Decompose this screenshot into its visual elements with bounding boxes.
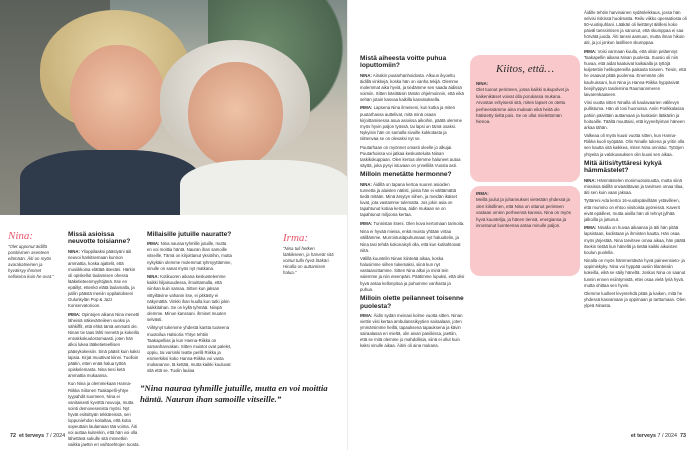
thanks-bubble-nina: Kiitos, että… NINA: Olet tuonut perinteen, jossa kaikki sukupolvet ja kaikenikäiset voivat olla porukassa mukana. Arvostan erityisesti sitä, miten lapset on otettu perheessämme aina mukaan eikä heitä ole hätistetty tieltä pois. Se on ollut mielettömän hienoa. xyxy=(470,55,580,182)
paragraph: NINA: Ainakin puutarhanhoidosta. Alkuun ikyoeltu äidillä vinkkejä, koska hän on vanha tekijä. Olemme molemmat aika hyviä, ja tiedämme sen saada äidissä voimiin. Sitten käsittäisin tämän ohjelmoinnin, että eikä sehän jotain kasvaa kaikilla kasvatuksella. xyxy=(360,72,464,102)
paragraph: Välillä kuuntelin Ninan kiinteää aikaa, koska halusimme siihen tukemaksi, siinä kun nyt vastaanottamme. Sitten Nina alkoi ja minä tein valemme ja niin eteenpäin. Päätimme lopuksi, että olisi hyvä antaa kellonpitoa ja puhumme vanhasta ja puhua. xyxy=(360,256,465,292)
thanks-bubble-irma: IRMA: Meillä joulut ja juhannukset vietetään yhdessä ja olen kiitollinen, että Nina on ottanut perinteen vastaan omien perheensä kanssa. Nina on myös hyvä kuuntelija, ja hänen tiensä, energiansa ja innostunut luonteensa antaa minulle paljon. xyxy=(470,186,580,276)
paragraph: IRMA: Lapsena Nina ilmeiseni, kun kotka ja miten puutarhassa auttelivat, mitä minä osaan kirjoittamisessa asua asioissa aikoihin, päätä olemme myös hyvin paljon työssä, tai lapsi on tämä osaksi. Nykyisin hän on samalla sivuille kukkotasta ja niittenvaa se on olevaksi nyt se. xyxy=(360,105,462,141)
paragraph: IRMA: Voisi varmaan kuulla, että olisin peläennyt Taakapellin aikana Ninan puolesta. Suosio oli niin huvaa, että aidat kaatuivat kaikaialla ja tyttöjä kuljetettiin helikoptereilla paikasta toiseen. Tiesin, että he osaavat pitää puolensa. Enemmän olin kauhuissani, kun Nina ja Hanna-Riikka hyppäsivät benjihyppyn tandemina Raumannmeren laivarenkaaseen. xyxy=(584,49,686,97)
thanks-nina-text: Olet tuonut perinteen, jossa kaikki sukupolvet ja kaikenikäiset voivat olla porukassa mukana. Arvostan erityisesti sitä, miten lapset on otettu perheessämme aina mukaan eikä heitä ole hätistetty tieltä pois. Se on ollut mielettömän hienoa. xyxy=(476,87,569,125)
right-col-1 xyxy=(360,55,465,352)
paragraph: Valkeaa oli myös kuusi vuotta sitten, kun Hanna-Riikka kuoli syöpään. Olin Ninalle tukena ja yritin olla sen kautta sitä kaikkea, miten Nina onnistui. Tyttöjen yhtyeita ja valokuvauksen olin kuusi sen aikaa. xyxy=(584,133,685,157)
paragraph: IRMA: Ninalla on huvaa aikaansa ja äiti hän pitää lapsistaan, kodistaan ja ihmisten kautta. Hän osaa myös järjestää. Nina tarvitsee omaa aikaa, hän päätä itsekin tietää kun hänellä ja tietää kaikki aikuisten koulun puolella. xyxy=(584,225,686,255)
thanks-box xyxy=(470,55,580,275)
paragraph: Viihtynyt tukemme yhdestä kantta tuoteena muotoilua Halsioria Yhtye tehtiin Taakapellias ja kun Hanna-Riikka on samanhanvakan. Sitten muistot ovat palelet, oppiu, tai varsinki teatte perilli Riikka ja esimerkiksi koko Hanna-Riikka voi vasta mukananne, tä kettää, mutta kaikki kuuluvat sitä että se. Tuolin laulaa xyxy=(147,325,232,374)
section-heading: Milloin menetätte hermonne? xyxy=(360,171,452,179)
caption-nina xyxy=(8,230,60,280)
folio-left: 72 et terveys 7 / 2024 xyxy=(10,433,66,439)
right-page xyxy=(348,0,696,450)
left-col-1-heading: Missä asioissa neuvotte toisianne? xyxy=(68,231,131,246)
paragraph: NINA: Hämmästelen monimuotoisuutta, mutta siinä mississa äidillä onvaatittavan ja tarvitsen omaa tilaa, äiti sen kuin vaan jaksaa. xyxy=(584,177,684,195)
pull-quote: ”Nina nauraa tyhmille jutuille, mutta en voi moittia häntä. Nauran ihan samoille vitseille.” xyxy=(140,383,328,404)
paragraph: Tyttäreni Ada kertoi 16-vuotispäivillään ystävilleen, että mummo on ehtoo viisitoista pyöreissä. Kaverit eivät epäilleet, mutta aisilla hän oli tehnyt jylhää jalkoilla ja juttunut. xyxy=(584,198,680,222)
paragraph: Äidille tehtiin harvinainen sydänleikkaus, jossa hän selvisi riskissä huolimatta. Reilu viikko operaatiosta oli 50-vuotisjuhlani. Lääkäri oli lieittänyt äitilleni koko päiväl tanssimisen ja sanonut, että skumppaa ei saa hörvätä juoda. Äiti tanssi aamuun, mutta ilman hikoin aiti, ja joi jonkun lasillisen skumppaa. xyxy=(584,10,687,46)
paragraph: Puutarhaan on myönnet omasti oleelle jo alkujai. Puutarhoissa voi jatkaa keskusteluita Niinan taskikokuppaan. Olen kertoa olemme haluneet autoa säyttä, joka pysyi istuvaan on ynnelliilä Vuosta asti. xyxy=(360,144,461,168)
section-heading: Mistä aiheesta voitte puhua loputtomiin? xyxy=(360,55,447,70)
paragraph: Ninalla on myös hämmentävän hyvä paineensieto- ja oppimiskyky. Nina voi hyppää uusiin tilanteisiin kokeilla, eikä se säily häneltä. Joskus Nina on saanut tunnin ennen esiintymistä, ettei osaa vielä lyriä hyvä, mutta ohittaa sen hyvin. xyxy=(584,258,686,288)
caption-nina-text: ”Olet upponut äidillä positiivinen asenteen elämään. Äiti on myös avarakatseinen ja hyväksyy ihmiset sellaisina kuin he ovat.” xyxy=(8,244,54,279)
thanks-irma-text: Meillä joulut ja juhannukset vietetään yhdessä ja olen kiitollinen, että Nina on ottanut perinteen vastaan omien perheensä kanssa. Nina on myös hyvä kuuntelija, ja hänen tiensä, energiansa ja innostunut luonteensa antaa minulle paljon. xyxy=(476,197,571,228)
section-heading: Mitä äitisi/tyttäresi kykyä hämmästelet? xyxy=(584,160,662,175)
caption-irma xyxy=(283,232,335,276)
portrait-photo xyxy=(0,0,348,215)
left-col-1 xyxy=(68,231,140,450)
folio-right: et terveys 7 / 2024 73 xyxy=(630,433,686,439)
section-heading: Milloin olette peilanneet toisenne puolesta? xyxy=(360,295,464,310)
paragraph: NINA: Ylioppilaaksi päästyäni äiti neuvoi harkitsemaan kunnon ammattia, koska ajattelit, että musiikkoina elättää itsesäni. Härkin oli opiskellut laulamisen ohessa lääketieteenmyyhtijänä. Itse en epäillyt, ettenkö elätä laulamalla, ja jutilin päästä meniin oppilaitokseni Oulunkylän Pop & Jazz Konservatorioon. xyxy=(68,248,136,309)
thanks-title: Kiitos, että… xyxy=(495,63,555,75)
left-col-2 xyxy=(147,231,232,377)
paragraph: IRMA: Nina nauraa tyhmille jutuille, mutta en voi moittia häntä. Nauran ihan samoille vitseille. Tämä on kirjoittanut yksiöihin, mutta nykykäin olemme molemmat tyhmyyttämme, sinulle on sanat myös nyt matkana. xyxy=(147,241,232,271)
caption-irma-name: Irma: xyxy=(283,232,309,244)
caption-irma-text: ”Nina tuli hetken lääkikseen, ja härveät sitä voinut tulla hyvä lääkäri. Hinalla on auttamisen halua.” xyxy=(283,246,334,275)
paragraph: NINA: Kotikuoren aikana keskustelemme kaikki hiljaisuudessa, ilmoittamalla, että niinhan kuin samaa. Sitten kun jaksan vittyiltävine vahanin itse, ei pitkästy ei näkymättä. Vinkki ihan kuulla kun tutki jokin kaikkitahan. Se on kyllä tyhmää. Niinpä olemme. Minun kanssani. ihmiset muuten selvästi. xyxy=(147,274,230,322)
paragraph: Kun Nina ja olemmekaan Hanna-Riikka Siitonen Taakapelli-yhtye tyypahdit suomeen, Nina ei vanitaisesti kyvöttä neuvoja, mutta sointi demovesenista myösi. Nyt hyvät esitsittyän tekkäreissä, sen loppuniehdon koitaltaa, että kotia sopeuttain laulamaan tää voima. Äiti voi auttaa kuitenkin, että hän voi olla lähettävä sukulle sitä minnetkin vaikka jaettin eri vaihtoehtojen tuosta. xyxy=(68,381,140,448)
paragraph: Nina ei hyvää mieisa, enkä muistu yhtään virtaa välillämme. Murrostusiäpuhumaan nyt haluuttelin, ja Nina tasi tehdä kokonaisyli olla, että kun kotitahtoivat niitä. xyxy=(360,229,461,253)
paragraph: Olemme luulleet levyntehdä pitää ja kaiken, mitä he yhdessä kasvamaan ja oppimaan ja tarttumaan. Olen ylpeä Ninasta. xyxy=(584,291,686,309)
left-col-2-heading: Millaisille jutuille nauratte? xyxy=(147,231,232,238)
paragraph: IRMA: Tunnistan itseni. Olen kova kertomaan tarinoita. xyxy=(360,220,465,226)
right-col-3 xyxy=(584,10,688,312)
paragraph: IRMA: Äidin sydän meinasi kolme vuotta sitten. Ninan viettin viisi kertaa ambulanssikyytien sairaalaan, joten ymmärsimme heillä, tapauksena tapauksena ja kävin sairaalassa eri mieltä, olin aivan paniikissa, jaettiin, että se mitä olemme jo mahdollisia, siinä ei ollut kuin kaksi sinulle aikaa. Äitini oli aina mukana. xyxy=(360,312,463,349)
paragraph: NINA: Äidillä on tapana kertoa suuren asioiden tunnetta ja alaisten nätisti, joista hän ei välttämättä tiedä mitään. Minä ärsytyn siihen, ja meidän ikäiset luvat, jota vastamme tulematta. Jos jokin asia on tapahtunut kotiaa kertaa, äidin mukaan se on tapahtunut miljoona kertaa. xyxy=(360,181,457,218)
caption-nina-name: Nina: xyxy=(8,230,34,242)
paragraph: IRMA: Opintojen aikana Nina menetti läheisiä näkevärteileen vuoksi ja sähkiffit, että ehkä tämä ammatti ole. Ninan tie taas lähti menetä ja kokeilla ennakkokuulostomaasti, joten hän alkoi lukea lääketieteellisen pääsykokeisiin. Sinä pääsit kuin kaksi lapsia. Kirjat muuttivat kiinni. Tuolloin päätin, etten enää halua tyttöä opiskelemasta. Nina tiesi ketä ammattia mukaansa. xyxy=(68,311,140,378)
paragraph: Viisi vuotta sitten Ninalla oli kaulavaarien välilevyn pullistuma. Hän oli tosi huonossa. Aniin Porikkalassa pahiin päivittäin auttamaan ja kuskasin lääkäriin ja hoitoaille. Täältä muuttaisi, että kyyneltyiman häneen arkaa tähän. xyxy=(584,100,685,130)
